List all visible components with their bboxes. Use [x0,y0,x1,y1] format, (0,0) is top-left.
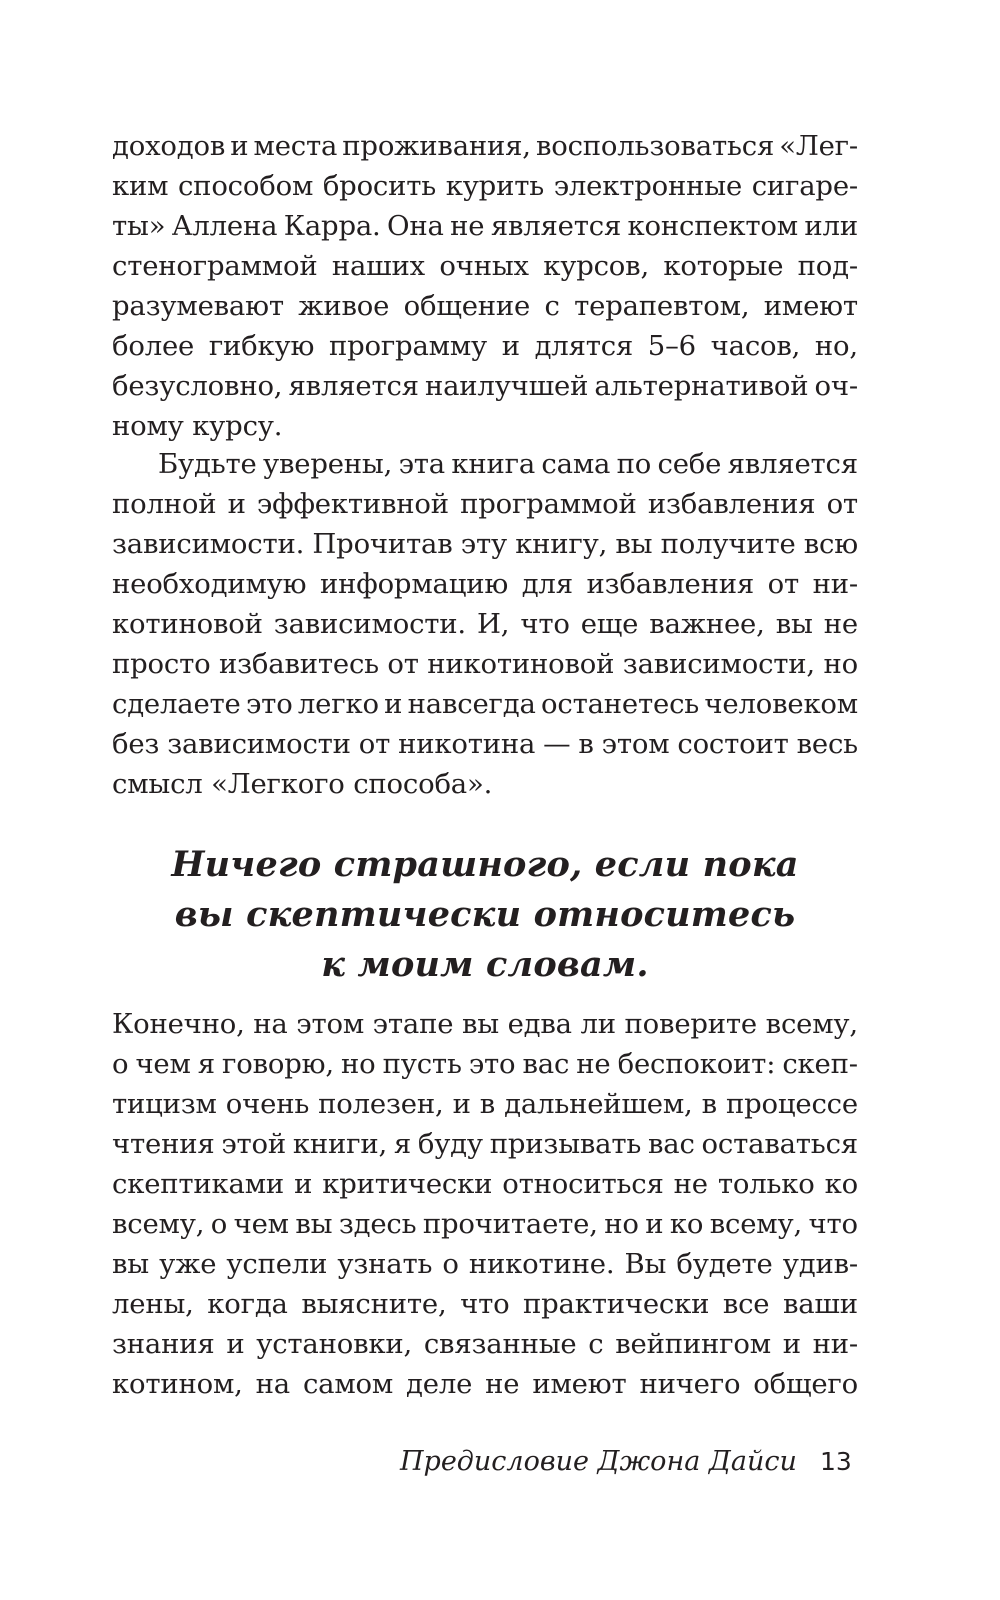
word: более [112,330,195,362]
word: состоит [677,728,789,760]
word: уже [159,1248,217,1280]
word: является [490,210,622,242]
word: электронные [553,170,743,202]
word: полезен, [318,1088,444,1120]
word: с [544,290,560,322]
word: зависимости. [112,528,305,560]
word: поверите [624,1008,758,1040]
word: чем [135,1048,191,1080]
word: терапевтом, [574,290,750,322]
word: не [485,1368,520,1400]
text-line [112,1164,858,1204]
word: вы [615,528,653,560]
word: доходов [112,130,226,162]
word: узнать [337,1248,433,1280]
word: знания [112,1328,215,1360]
word: без [112,728,160,760]
word: ты» [112,210,166,242]
text-line [112,1204,858,1244]
word: все [722,1288,770,1320]
word: но [341,1048,376,1080]
word: котином, [112,1368,243,1400]
word: необходимую [112,568,307,600]
text-line [112,1284,858,1324]
word: под- [797,250,858,282]
word: выясните, [301,1288,447,1320]
word: зависимости. [273,608,466,640]
heading-line: Ничего страшного, если пока [171,844,799,885]
word: успели [226,1248,328,1280]
page-number: 13 [820,1447,852,1476]
word: критически [322,1168,493,1200]
word: важнее, [649,608,765,640]
word: легко [297,688,379,720]
word: и [645,1208,664,1240]
word: от [826,488,858,520]
word: сама [541,448,611,480]
word: Будьте [158,448,257,480]
word: не [450,210,485,242]
word: места [253,130,338,162]
word: этом [296,1008,365,1040]
word: всему, [112,1208,205,1240]
word: ли [580,1008,616,1040]
word: дальнейшем, [504,1088,693,1120]
word: я [197,1048,215,1080]
word: эффективной [256,488,449,520]
word: вас [522,1048,570,1080]
text-line [112,1364,858,1404]
word: наших [331,250,425,282]
word: призывать [489,1128,642,1160]
word: зависимости [167,728,351,760]
text-line [112,126,858,166]
word: сделаете [112,688,241,720]
word: уверены, [262,448,393,480]
word: прочитаете, [422,1208,598,1240]
word: будете [676,1248,773,1280]
word: о [210,1208,228,1240]
word: имеют [763,290,858,322]
word: стенограммой [112,250,318,282]
word: эту [460,528,507,560]
word: самом [302,1368,394,1400]
word: это [245,688,293,720]
word: но [604,1208,639,1240]
text-line [112,1084,858,1124]
word: и [501,330,520,362]
word: книга [451,448,536,480]
word: «Лег- [779,130,858,162]
word: ко [824,1168,858,1200]
section-heading [112,840,858,990]
word: что [808,1208,858,1240]
word: скеп- [782,1048,858,1080]
word: навсегда [407,688,536,720]
text-line [112,644,858,684]
text-line [112,564,858,604]
word: зависимости, [622,648,815,680]
word: на [253,1008,288,1040]
word: от [358,728,391,760]
text-line [112,366,858,406]
word: но, [814,330,858,362]
word: книги, [292,1128,387,1160]
word: 5–6 [647,330,696,362]
word: проживания, [342,130,531,162]
heading-line: к моим словам. [321,944,649,985]
word: оставаться [701,1128,858,1160]
word: в [578,728,594,760]
text-line: ному курсу. [112,410,283,442]
word: Вы [624,1248,667,1280]
word: курсов, [543,250,649,282]
word: ни- [812,568,858,600]
word: просто [112,648,211,680]
word: Она [387,210,444,242]
word: ко [669,1208,704,1240]
word: не [576,1048,611,1080]
word: что [520,608,570,640]
word: установки, [256,1328,413,1360]
word: ничего [639,1368,741,1400]
word: и [227,488,246,520]
word: избавления [647,488,816,520]
word: связанные [423,1328,577,1360]
word: о [112,1048,129,1080]
text-line [112,206,858,246]
paragraph-3 [112,1004,858,1404]
word: имеют [532,1368,627,1400]
word: и [384,688,403,720]
paragraph-1 [112,126,858,446]
word: общение [403,290,531,322]
word: способом [177,170,314,202]
word: сигаре- [751,170,858,202]
word: вы [295,1208,333,1240]
word: чем [233,1208,289,1240]
word: которые [663,250,784,282]
word: полной [112,488,217,520]
word: пусть [382,1048,462,1080]
word: и [452,1088,471,1120]
word: и [226,1328,245,1360]
word: общего [753,1368,858,1400]
word: гибкую [208,330,315,362]
word: в [479,1088,496,1120]
word: избавления [586,568,754,600]
word: на [255,1368,290,1400]
word: деле [406,1368,473,1400]
word: оч- [814,370,858,402]
word: этой [221,1128,287,1160]
word: буду [417,1128,483,1160]
word: еще [580,608,639,640]
word: живое [298,290,390,322]
word: но [823,648,858,680]
word: вы [461,1008,499,1040]
word: ваши [782,1288,858,1320]
text-line [112,524,858,564]
word: получите [660,528,796,560]
word: человеком [704,688,858,720]
word: эта [398,448,445,480]
word: Аллена [171,210,278,242]
word: вы [775,608,813,640]
word: всю [803,528,858,560]
word: безусловно, [112,370,283,402]
word: альтернативой [594,370,809,402]
word: здесь [338,1208,417,1240]
word: очень [225,1088,310,1120]
word: является [288,370,419,402]
word: говорю, [222,1048,334,1080]
word: Карра. [283,210,381,242]
word: длятся [534,330,634,362]
word: воспользоваться [535,130,775,162]
word: для [521,568,573,600]
word: наилучшей [424,370,589,402]
word: с [588,1328,604,1360]
word: конспектом [627,210,798,242]
word: тицизм [112,1088,217,1120]
word: этапе [372,1008,454,1040]
word: в [701,1088,717,1120]
word: является [727,448,858,480]
word: программу [328,330,488,362]
word: всему, [765,1008,858,1040]
word: никотине. [468,1248,615,1280]
word: вы [112,1248,149,1280]
text-line [112,724,858,764]
word: курить [445,170,545,202]
word: лены, [112,1288,194,1320]
word: ким [112,170,169,202]
text-line [112,484,858,524]
word: Конечно, [112,1008,245,1040]
text-line [112,444,858,484]
word: очных [439,250,529,282]
text-line [112,604,858,644]
word: чтения [112,1128,215,1160]
text-line [112,286,858,326]
word: всему, [709,1208,803,1240]
word: вас [648,1128,695,1160]
word: от [387,648,419,680]
word: информацию [319,568,509,600]
word: разумевают [112,290,284,322]
word: или [804,210,858,242]
word: вейпингом [615,1328,771,1360]
text-line [112,1244,858,1284]
text-line [112,1044,858,1084]
word: весь [796,728,858,760]
text-line [112,166,858,206]
word: никотиновой [427,648,615,680]
text-line [112,246,858,286]
word: и [230,130,249,162]
word: практически [523,1288,710,1320]
text-line [112,1324,858,1364]
text-line [112,1004,858,1044]
word: книгу, [515,528,608,560]
word: только [717,1168,815,1200]
word: и [294,1168,313,1200]
word: — [543,728,571,760]
heading-line: вы скептически относитесь [174,894,796,935]
running-title: Предисловие Джона Дайси [400,1446,797,1477]
word: процессе [726,1088,858,1120]
word: от [767,568,799,600]
word: программой [460,488,637,520]
word: котиновой [112,608,263,640]
word: этом [601,728,670,760]
word: относиться [502,1168,664,1200]
word: что [460,1288,510,1320]
word: И, [476,608,510,640]
text-line: смысл «Легкого способа». [112,768,493,800]
word: я [393,1128,411,1160]
word: останетесь [541,688,700,720]
word: себе [657,448,722,480]
paragraph-2 [112,444,858,804]
word: никотина [398,728,536,760]
word: бросить [322,170,437,202]
word: избавитесь [218,648,379,680]
word: по [616,448,652,480]
word: едва [507,1008,572,1040]
text-line [112,684,858,724]
word: не [823,608,858,640]
word: ни- [812,1328,858,1360]
word: о [442,1248,459,1280]
word: беспокоит: [617,1048,776,1080]
word: Прочитав [312,528,453,560]
text-line [112,1124,858,1164]
word: это [468,1048,516,1080]
word: и [782,1328,801,1360]
word: скептиками [112,1168,285,1200]
text-line [112,326,858,366]
word: когда [207,1288,288,1320]
word: не [673,1168,708,1200]
word: удив- [782,1248,858,1280]
word: часов, [710,330,801,362]
